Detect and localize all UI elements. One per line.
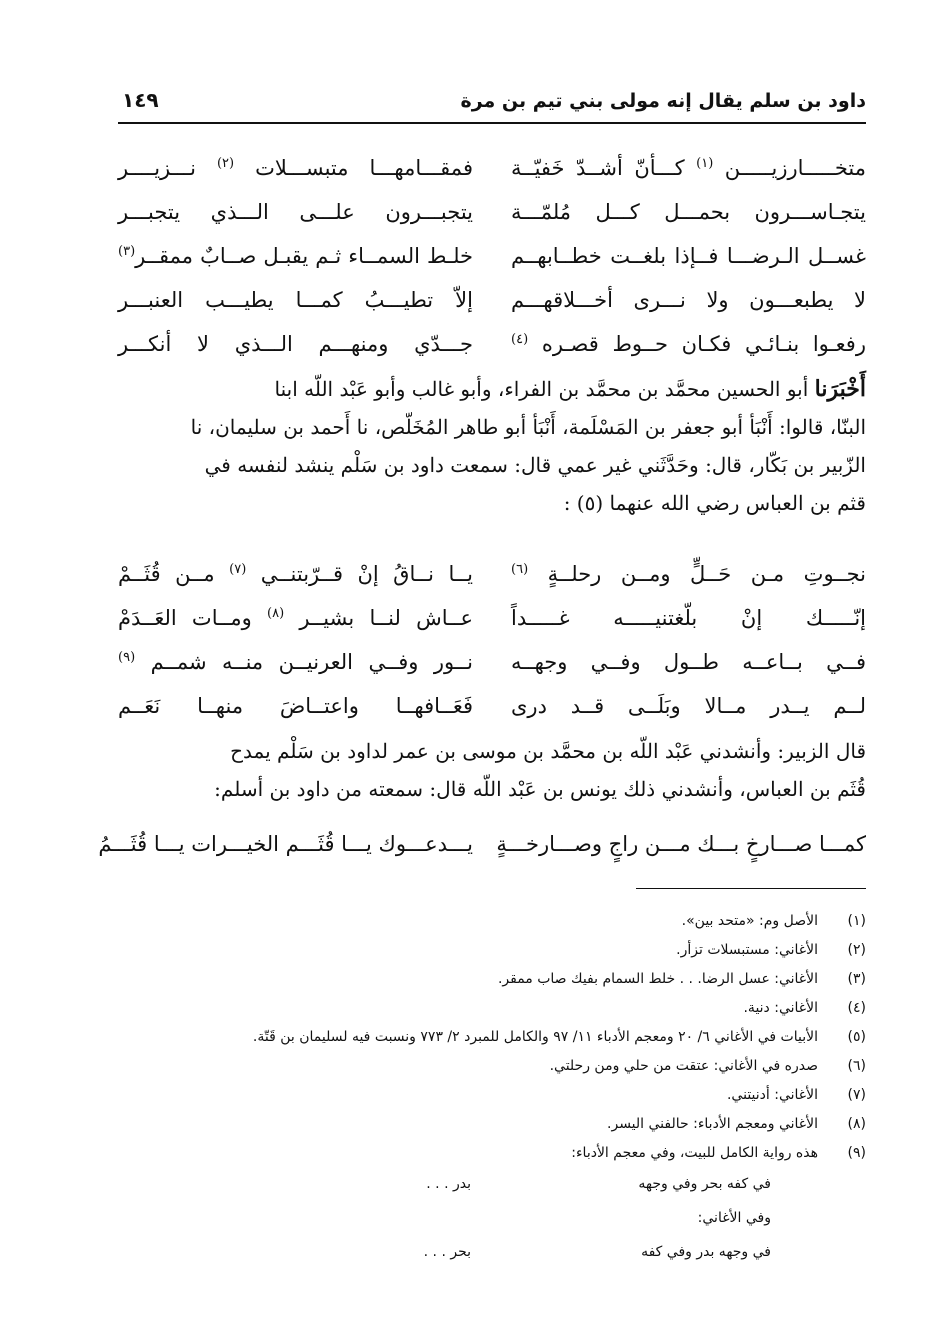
verse	[118, 322, 866, 366]
hemistich-first: غســل الـرضـــا فــإذا بلغــت خطــابهــم	[511, 244, 866, 268]
hemistich-first: متخـــــارزيـــــن $^{(١)}$ كـــأنّ أشــدّ خَفيّــة	[511, 156, 866, 180]
hemistich-second: إلاّ تطيـــبُ كمـــا يطيـــب العنبـــر	[118, 288, 473, 312]
paragraph-zubair	[118, 732, 866, 808]
footnote	[118, 1051, 866, 1080]
hemistich-first: فــي بــاعــه طــول وفــي وجهــه	[511, 650, 866, 674]
footnote-number: (٩)	[847, 1144, 866, 1161]
lead-word: أَخْبَرَنا	[814, 376, 866, 402]
footnote-ref: (٧)	[229, 562, 247, 577]
verse	[118, 684, 866, 728]
prose-line: قُثَم بن العباس، وأنشدني ذلك يونس بن عَبْد اللّه قال: سمعته من داود بن أسلم:	[214, 777, 866, 801]
hemistich-second: فَعَــافهــا واعتــاضَ منهــا نَعَــم	[118, 694, 473, 718]
footnote-text: الأغاني: مستبسلات تزأر.	[676, 941, 818, 958]
footnote-text: الأبيات في الأغاني ٦/ ٢٠ ومعجم الأدباء ١١/ ٩٧ والكامل للمبرد ٢/ ٧٧٣ ونسبت فيه لسليمان بن قَتّة.	[252, 1028, 818, 1045]
footnote-ref: (٤)	[511, 332, 529, 347]
verse	[118, 234, 866, 278]
hemistich-first: لا يطبعـــون ولا نـــرى أخـــلاقهـــم	[511, 288, 866, 312]
footnote-verse-second: بدر . . .	[426, 1176, 471, 1192]
prose-line: قال الزبير: وأنشدني عَبْد اللّه بن محمَّد بن موسى بن عمر لداود بن سَلْم يمدح	[230, 739, 866, 763]
hemistich-first: يتجـاســـرون بحمـــل كـــل مُلمّـــة	[511, 200, 866, 224]
verse	[118, 640, 866, 684]
hemistich-second: يتجبـــرون علـــى الـــذي يتجبـــر	[118, 200, 473, 224]
footnote-number: (٤)	[847, 999, 866, 1016]
footnotes	[118, 906, 866, 1269]
footnote	[118, 935, 866, 964]
footnote-ref: (٦)	[511, 562, 529, 577]
poem-block-1	[118, 146, 866, 366]
footnote-ref: (١)	[696, 156, 714, 171]
footnote-verse	[118, 1235, 866, 1269]
hemistich-first: كمـــا صـــارخٍ بـــك مـــن راجٍ وصـــارخـــةٍ	[496, 832, 866, 856]
footnote	[118, 1138, 866, 1167]
verse	[118, 146, 866, 190]
footnote-number: (١)	[847, 912, 866, 929]
hemistich-first: لــم يــدر مــالا وبَلَــى قــد درى	[511, 694, 866, 718]
footnote	[118, 1022, 866, 1051]
footnote-number: (٦)	[847, 1057, 866, 1074]
footnote	[118, 906, 866, 935]
footnote-rule	[636, 888, 866, 889]
footnote-ref: (٨)	[267, 606, 285, 621]
footnote	[118, 993, 866, 1022]
footnote-verse-first: في كفه بحر وفي وجهه	[638, 1176, 771, 1192]
verse	[118, 596, 866, 640]
footnote	[118, 964, 866, 993]
footnote-text: هذه رواية الكامل للبيت، وفي معجم الأدباء:	[571, 1144, 818, 1161]
hemistich-first: نجــوتِ مـن حَــلٍّ ومــن رحلــةٍ $^{(٦)}$	[511, 562, 866, 586]
footnote-number: (٢)	[847, 941, 866, 958]
prose-line: أَخْبَرَنا أبو الحسين محمَّد بن محمَّد بن الفراء، وأبو غالب وأبو عَبْد اللّه ابنا	[274, 376, 866, 402]
hemistich-second: خلـط السمــاء ثـم يقبـل صــابٌ ممقــر$^{(٣)}$	[118, 244, 473, 268]
verse	[98, 822, 866, 866]
footnote-verse-first: في وجهه بدر وفي كفه	[641, 1244, 771, 1260]
paragraph-isnad	[118, 370, 866, 522]
verse	[118, 278, 866, 322]
verse	[118, 190, 866, 234]
verse	[118, 552, 866, 596]
header-title: داود بن سلم يقال إنه مولى بني تيم بن مرة	[460, 90, 866, 112]
hemistich-second: عــاش لنــا بشيــر $^{(٨)}$ ومــات العَــدَمْ	[118, 606, 473, 630]
prose-line: الزّبير بن بَكّار، قال: وحَدَّثَني غير عمي قال: سمعت داود بن سَلْم ينشد لنفسه في	[204, 453, 866, 477]
footnote-number: (٥)	[847, 1028, 866, 1045]
footnote-number: (٨)	[847, 1115, 866, 1132]
footnote-number: (٧)	[847, 1086, 866, 1103]
footnote	[118, 1080, 866, 1109]
poem-block-3	[98, 822, 866, 866]
hemistich-second: فمقـــامهـــا متبســـلات $^{(٢)}$ نـــزيــــر	[118, 156, 473, 180]
prose-line: قثم بن العباس رضي الله عنهما (٥) :	[563, 491, 866, 515]
footnote-ref: (٢)	[216, 156, 235, 171]
footnote-number: (٣)	[847, 970, 866, 987]
footnote-ref: (٣)	[118, 244, 136, 259]
running-header	[118, 86, 866, 124]
footnote-text: الأصل وم: «متحد بين».	[681, 912, 818, 929]
prose-line: البنّا، قالوا: أَنْبَأ أبو جعفر بن المَسْلَمة، أَنْبَأ أبو طاهر المُخَلّص، نا أَحمد بن سليمان، نا	[190, 415, 866, 439]
footnote-text: صدره في الأغاني: عتقت من حلي ومن رحلتي.	[549, 1057, 818, 1074]
hemistich-second: جـــدّي ومنهـــم الـــذي لا أنكـــر	[118, 332, 473, 356]
footnote-text: الأغاني: عسل الرضا. . . خلط السمام بفيك صاب ممقر.	[497, 970, 818, 987]
hemistich-second: يــا نــاقُ إنْ قــرّبتنــي $^{(٧)}$ مــن قُثَــمْ	[118, 562, 473, 586]
poem-block-2	[118, 552, 866, 728]
footnote-verse-second: بحر . . .	[423, 1244, 471, 1260]
footnote	[118, 1109, 866, 1138]
footnote-subheading: وفي الأغاني:	[697, 1210, 771, 1226]
footnote-text: الأغاني: دنية.	[743, 999, 818, 1016]
hemistich-first: رفعـوا بنـائـي فكـان حــوط قصـره $^{(٤)}$	[511, 332, 866, 356]
hemistich-second: يـــدعـــوك يـــا قُثَـــم الخيـــرات يـــا قُثَـــمُ	[98, 832, 473, 856]
hemistich-first: إنّـــــك إنْ بلّغتنيـــــه غـــــداً	[511, 606, 866, 630]
footnote-ref: (٩)	[118, 650, 136, 665]
hemistich-second: نــور وفــي العرنيــن منــه شمــم $^{(٩)}$	[118, 650, 473, 674]
footnote-text: الأغاني: أدنيتني.	[726, 1086, 818, 1103]
footnote-text: الأغاني ومعجم الأدباء: حالفني اليسر.	[607, 1115, 818, 1132]
footnote-verse	[118, 1167, 866, 1201]
page-number: ١٤٩	[122, 88, 159, 112]
